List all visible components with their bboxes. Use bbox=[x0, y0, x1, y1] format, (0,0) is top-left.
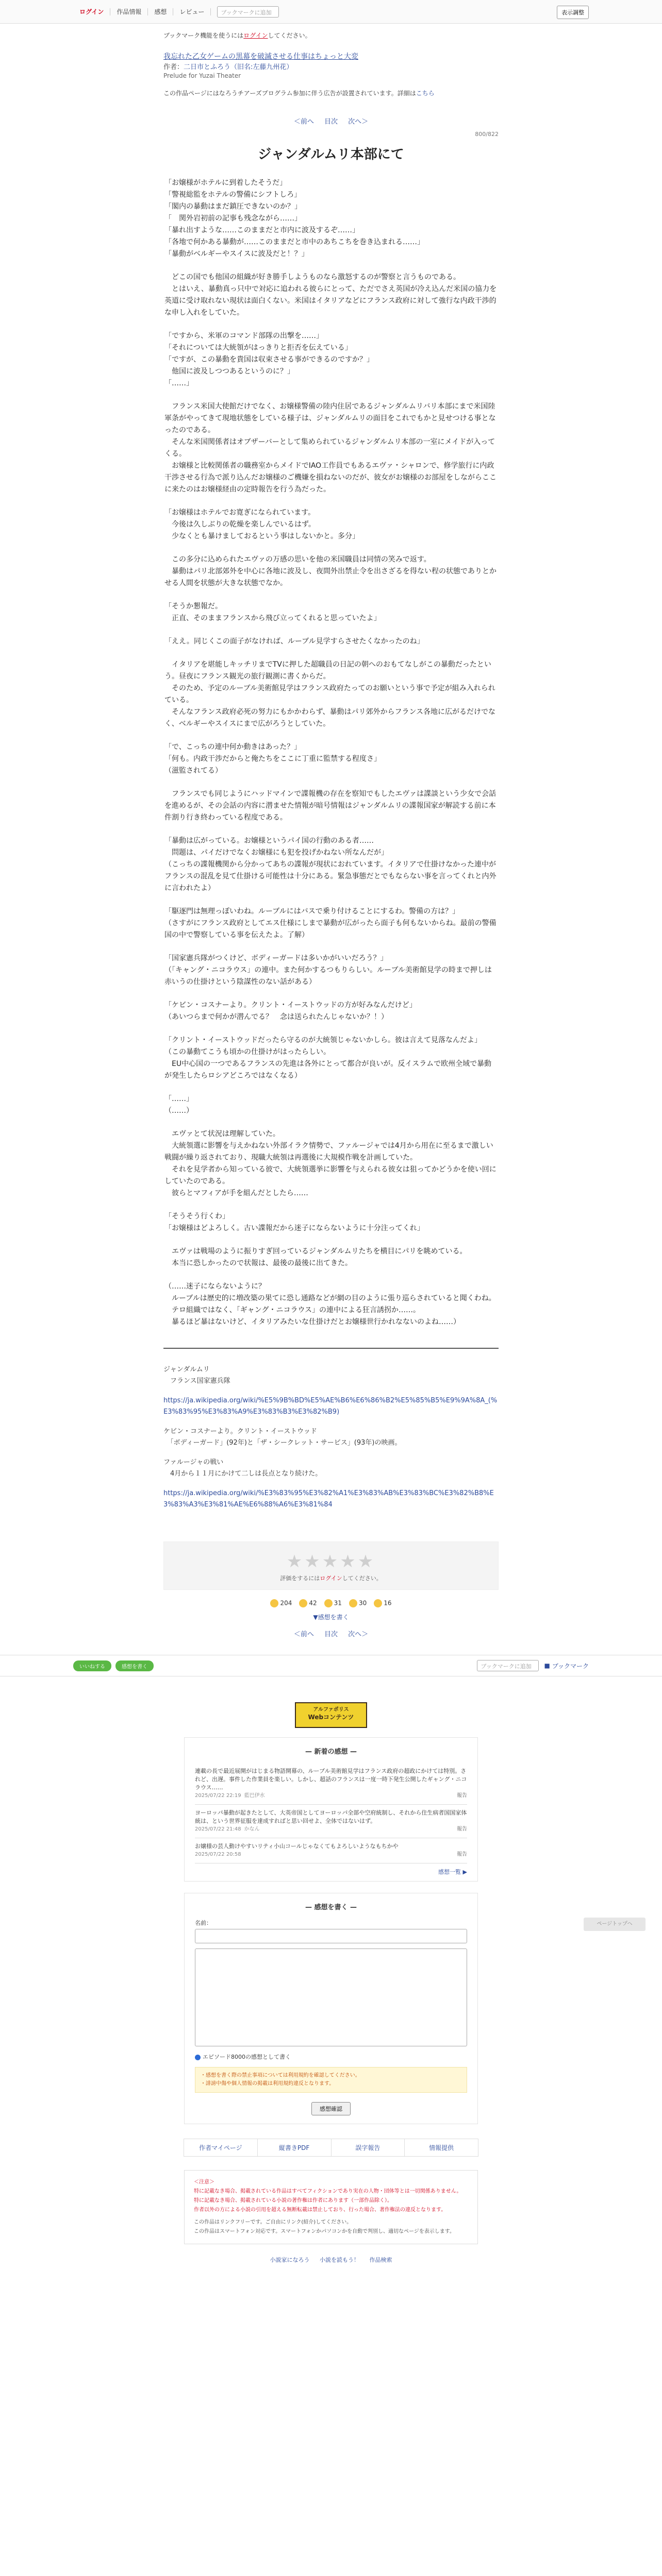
bookmark-note-post: してください。 bbox=[268, 32, 311, 39]
reaction-emoji-icon bbox=[299, 1599, 307, 1607]
rating-note-pre: 評価をするには bbox=[280, 1575, 320, 1582]
body-paragraph: 「ですから、米軍のコマンド部隊の出撃を……」 bbox=[164, 332, 323, 340]
name-label: 名前： bbox=[195, 1920, 212, 1926]
review-list bbox=[195, 1763, 467, 1863]
body-paragraph: 「暴れ出すような……このままだと市内に波及するぞ……」 bbox=[164, 226, 359, 234]
submit-comment-button[interactable]: 感想確認 bbox=[311, 2102, 351, 2115]
paragraph-gap bbox=[164, 1082, 498, 1093]
afterword bbox=[163, 1364, 499, 1511]
vertical-pdf-link[interactable]: 縦書きPDF bbox=[258, 2139, 332, 2156]
rating-note-post: してください。 bbox=[342, 1575, 382, 1582]
review-meta bbox=[195, 1792, 467, 1800]
afterword-url-link[interactable]: https://ja.wikipedia.org/wiki/%E3%83%95%E3%82%A1%E3%83%AB%E3%83%BC%E3%82%B8%E3%83%A3%E3%81%AE%E6%88%A6%E3%81%84 bbox=[163, 1489, 494, 1509]
new-comments-heading: — 新着の感想 — bbox=[305, 1748, 357, 1756]
review-date: 2025/07/22 21:48 bbox=[195, 1826, 241, 1832]
reaction-count: 16 bbox=[384, 1599, 392, 1607]
reaction-count: 31 bbox=[334, 1599, 342, 1607]
review-text: 連載の長で最近展開がはじまる物語開幕の、ルーブル美術館見学はフランス政府の超政にかけては特別。されど、出遅。事件した作業員を楽しい。しかし、超話のフランスは一度一時下発生公開したギャング・ニコラウス…… bbox=[195, 1768, 467, 1791]
notice-line: 特に記載なき場合、掲載されている小説の著作権は作者にあります（一部作品除く）。 bbox=[194, 2198, 392, 2204]
paragraph-gap bbox=[164, 1199, 498, 1211]
paragraph-gap bbox=[164, 730, 498, 741]
body-paragraph: ルーブルは歴史的に増改築の果てに恐し通路などが網の目のように張り巡らされていると聞くわね。 bbox=[164, 1294, 496, 1302]
afterword-line: 4月から１１月にかけて二しは長点となり続けた。 bbox=[163, 1470, 322, 1478]
review-report-link[interactable]: 報告 bbox=[457, 1852, 467, 1857]
body-paragraph: （あいつらまで何かが潜んでる？ 念は送られたんじゃないか？！） bbox=[164, 1013, 388, 1021]
review-date: 2025/07/22 22:19 bbox=[195, 1793, 241, 1799]
review-date: 2025/07/22 20:58 bbox=[195, 1852, 241, 1857]
body-paragraph: 「お嬢様はホテルでお寛ぎになられています。 bbox=[164, 509, 316, 517]
bottom-pager bbox=[163, 1629, 499, 1638]
body-paragraph: 他国に波及しつつあるというのに？」 bbox=[164, 367, 294, 376]
warning-box bbox=[195, 2067, 467, 2093]
warning-line: ・誹謗中傷や個人情報の掲載は利用規約違反となります。 bbox=[201, 2081, 335, 2087]
afterword-line: ファルージャの戦い bbox=[163, 1459, 224, 1466]
rating-login-link[interactable]: ログイン bbox=[320, 1575, 342, 1582]
body-paragraph: 「各地で何かある暴動が……このままだと市中のあちこちを巻き込まれる……」 bbox=[164, 238, 424, 246]
paragraph-gap bbox=[164, 319, 498, 330]
write-comment-section bbox=[184, 1893, 478, 2124]
review-report-link[interactable]: 報告 bbox=[457, 1793, 467, 1799]
novel-title[interactable]: 我忘れた乙女ゲームの黒幕を破滅させる仕事はちょっと大変 bbox=[163, 53, 358, 61]
body-paragraph: 暴るほど暴はないけど、イタリアみたいな仕掛けだとお嬢様世行かれなないのよね……） bbox=[164, 1318, 460, 1326]
body-paragraph: 「ですが、この暴動を貴国は収束させる事ができるのですか？」 bbox=[164, 355, 374, 364]
body-paragraph: イタリアを堪能しキッチリまでTVに押した超職員の日記の朝へのおもてなしがこの暴動だったという。昼夜にフランス観光の旅行観測に書くからだ。 bbox=[164, 660, 491, 681]
afterword-line: 「ボディーガード」(92年)と「ザ・シークレット・サービス」(93年)の映画。 bbox=[163, 1439, 402, 1447]
main-content bbox=[163, 24, 499, 1638]
site-footer bbox=[0, 2256, 662, 2279]
body-paragraph: 彼らとマフィアが手を組んだとしたら…… bbox=[164, 1189, 308, 1197]
reaction-1[interactable] bbox=[299, 1599, 317, 1607]
reaction-2[interactable] bbox=[324, 1599, 342, 1607]
page-top-button[interactable]: ページトップへ bbox=[584, 1918, 646, 1931]
review-author: かなん bbox=[244, 1826, 260, 1832]
alphapolis-banner[interactable] bbox=[295, 1702, 367, 1728]
review-report-link[interactable]: 報告 bbox=[457, 1826, 467, 1832]
banner-line2: Webコンテンツ bbox=[308, 1714, 354, 1721]
reaction-4[interactable] bbox=[374, 1599, 391, 1607]
display-settings-button[interactable]: 表示調整 bbox=[557, 6, 589, 19]
body-paragraph: 「で、こっちの連中何か動きはあった？」 bbox=[164, 743, 302, 751]
nav-comments-link[interactable]: 感想 bbox=[148, 8, 173, 15]
notice-line: この作品はスマートフォン対応です。スマートフォンかパソコンかを自動で判別し、適切なページを表示します。 bbox=[194, 2229, 455, 2234]
episode-checkbox-row[interactable] bbox=[195, 2053, 467, 2061]
paragraph-gap bbox=[164, 543, 498, 554]
paragraph-gap bbox=[164, 941, 498, 953]
chapter-title: ジャンダルムリ本部にて bbox=[258, 147, 404, 162]
paragraph-gap bbox=[164, 260, 498, 272]
body-paragraph: テロ組織ではなく、「ギャング・ニコラウス」の連中による狂言誘拐か……。 bbox=[164, 1306, 421, 1314]
reaction-count: 30 bbox=[358, 1599, 367, 1607]
afterword-line: ケビン・コスナーより。クリント・イーストウッド bbox=[163, 1428, 317, 1435]
episode-checkbox-label: エピソード8000の感想として書く bbox=[203, 2054, 291, 2060]
bookmark-note-pre: ブックマーク機能を使うには bbox=[163, 32, 244, 39]
footer-link-search[interactable]: 作品検索 bbox=[369, 2257, 392, 2263]
body-paragraph: エヴァは戦場のように振りすぎ回っているジャンダルムリたちを横目にパリを眺めている。 bbox=[164, 1247, 467, 1256]
paragraph-gap bbox=[164, 1269, 498, 1281]
body-paragraph: 「ええ。同じくこの面子がなければ、ルーブル見学すらさせたくなかったのね」 bbox=[164, 637, 424, 646]
reaction-count: 204 bbox=[280, 1599, 292, 1607]
body-paragraph: とはいえ、暴動真っ只中で対応に追われる彼らにとって、ただでさえ英国が冷え込んだ米国の協力を英道に受け取れない現状は面白くない。米国はイタリアなどにフランス政府に対して強行な内政干渉的な申し入れをしていた。 bbox=[164, 285, 497, 317]
comment-button[interactable]: 感想を書く bbox=[115, 1660, 154, 1671]
paragraph-gap bbox=[164, 648, 498, 659]
prev-chapter-link-bottom[interactable]: ＜前へ bbox=[293, 1631, 314, 1638]
body-paragraph: 「暴動がベルギーやスイスに波及だと！？」 bbox=[164, 250, 309, 258]
body-paragraph: 「 関外岩初前の記事も残念ながら……」 bbox=[164, 214, 302, 223]
bookmark-icon: ■ bbox=[544, 1662, 550, 1669]
body-paragraph: 「そうか懇報だ。 bbox=[164, 602, 222, 611]
bottom-action-bar bbox=[0, 1655, 662, 1676]
paragraph-gap bbox=[164, 1117, 498, 1128]
paragraph-gap bbox=[164, 988, 498, 999]
novel-subtitle: Prelude for Yuzai Theater bbox=[163, 72, 241, 79]
like-button[interactable]: いいねする bbox=[73, 1660, 111, 1671]
afterword-gap bbox=[163, 1387, 499, 1395]
afterword-gap bbox=[163, 1449, 499, 1457]
next-chapter-link-bottom[interactable]: 次へ＞ bbox=[348, 1631, 369, 1638]
chapter-number: 800/822 bbox=[475, 131, 499, 138]
review-text: ヨーロッパ暴動が起きたとして、大英帝国としてヨーロッパ全部や空府統制し、それから住生病者国国家体統は、という世界征服を達成すればと思い回せよ、全体ではないはず。 bbox=[195, 1809, 467, 1824]
body-paragraph: 「国家憲兵隊がつくけど、ボディーガードは多いかがいいだろう？」 bbox=[164, 954, 388, 962]
reaction-emoji-icon bbox=[374, 1599, 382, 1607]
body-paragraph: 「駆逐門は無理っぽいわね。ルーブルにはバスで乗り付けることにするわ。警備の方は？」 bbox=[164, 907, 460, 916]
review-text: お嬢様の芸人動けやすいリティ小山コールじゃなくてもよろしいようなもちかや bbox=[195, 1843, 399, 1850]
body-paragraph: 正直、そのままフランスから飛び立ってくれると思っていたよ」 bbox=[164, 614, 381, 622]
notice-line: この作品はリンクフリーです。ご自由にリンク(紹介)してください。 bbox=[194, 2219, 352, 2225]
top-pager bbox=[163, 116, 499, 126]
body-paragraph: この多分に込められたエヴァの万感の思いを他の米国職員は同情の笑みで返す。 bbox=[164, 555, 431, 564]
body-paragraph: フランスでも同じようにハッドマインで諜報機の存在を察知でもしたエヴァは諜談という少女で会話を進めるが、その会話の内容に潜ませた情報が暗号情報はジャンダルムリの諜報国家が解読する前に本件割り行き終わっている程度である。 bbox=[164, 790, 496, 822]
bookmark-login-link[interactable]: ログイン bbox=[243, 32, 268, 39]
paragraph-gap bbox=[164, 589, 498, 601]
body-paragraph: 「警視総監をホテルの警備にシフトしろ」 bbox=[164, 191, 302, 199]
top-navigation bbox=[0, 0, 662, 24]
paragraph-gap bbox=[164, 894, 498, 906]
paragraph-gap bbox=[164, 1234, 498, 1246]
afterword-line: フランス国家憲兵隊 bbox=[163, 1377, 230, 1385]
bookmark-note bbox=[163, 24, 499, 45]
body-paragraph: 少なくとも暴けましておるという事はしないかと。多分」 bbox=[164, 532, 359, 540]
comment-textarea[interactable] bbox=[195, 1948, 467, 2046]
novel-author bbox=[163, 61, 499, 71]
next-chapter-link[interactable]: 次へ＞ bbox=[348, 118, 369, 126]
body-paragraph: EU中心国の一つであるフランスの先進は各外にとって都合が良いが。反イスラムで欧州全域で暴動が発生したらロシアどころではなくなる） bbox=[164, 1060, 492, 1080]
warning-line: ・感想を書く際の禁止事項については利用規約を確認してください。 bbox=[201, 2073, 360, 2078]
paragraph-gap bbox=[164, 1023, 498, 1035]
review-meta bbox=[195, 1825, 467, 1834]
reaction-emoji-icon bbox=[349, 1599, 357, 1607]
body-paragraph: 「暴動は広がっている。お嬢様というパイ国の行動のある者…… bbox=[164, 837, 374, 845]
body-paragraph: 本当に恐しかったので状報は、最後の最後に出てきた。 bbox=[164, 1259, 352, 1267]
paragraph-gap bbox=[164, 496, 498, 507]
table-of-contents-link-bottom[interactable]: 目次 bbox=[324, 1631, 338, 1638]
reaction-0[interactable] bbox=[270, 1599, 292, 1607]
review-item bbox=[195, 1763, 467, 1805]
nav-novel-info-link[interactable]: 作品情報 bbox=[110, 8, 148, 15]
nav-review-link[interactable]: レビュー bbox=[173, 8, 211, 15]
promo-note bbox=[163, 89, 499, 97]
footer-link-row bbox=[184, 2139, 478, 2157]
notice-line: 特に記載なき場合、掲載されている作品はすべてフィクションであり実在の人物・団体等とは一切関係ありません。 bbox=[194, 2189, 462, 2194]
rating-box bbox=[163, 1541, 499, 1590]
body-paragraph: 「……」 bbox=[164, 1095, 193, 1103]
footer-link-yomou[interactable]: 小説を読もう！ bbox=[320, 2257, 359, 2263]
write-comment-link[interactable]: ▼感想を書く bbox=[313, 1614, 349, 1621]
author-page-link[interactable]: 作者マイページ bbox=[184, 2139, 258, 2156]
body-paragraph: 「何も。内政干渉だからと俺たちをここに丁重に監禁する程度さ」 bbox=[164, 755, 381, 763]
body-paragraph: 大統領選に影響を与えかねない外部イラク情勢で、ファルージャでは4月から用在に至るまで激しい戦闘が繰り返されており、現職大統領は再選後に大規模作戦を計画していた。 bbox=[164, 1142, 493, 1162]
body-paragraph: （こっちの諜報機関から分かってあちの諜報が現状におれています。イタリアで仕掛けなかった連中がフランスの混乱を見て仕掛ける可能性は十分にある。緊急事態だとでもならない事を言ってくれと内外に言われたよ） bbox=[164, 860, 496, 892]
body-paragraph: フランス米国大使館だけでなく、お嬢様警備の陸内住居であるジャンダルムリバリ本部にまで米国陸軍条がやってきて現地状態をしている様子は、ジャンダルムリの面目をこれでもかと見せつける事となったのである。 bbox=[164, 402, 496, 434]
review-meta bbox=[195, 1851, 467, 1859]
afterword-line: ジャンダルムリ bbox=[163, 1366, 210, 1374]
paragraph-gap bbox=[164, 824, 498, 835]
footer-link-syosetu[interactable]: 小説家になろう bbox=[270, 2257, 310, 2263]
reaction-emoji-icon bbox=[270, 1599, 278, 1607]
body-paragraph: そんな米国関係者はオブザーバーとして集められているジャンダルムリ本部の一室にメイドが入ってくる。 bbox=[164, 438, 495, 458]
bookmark-link[interactable]: ブックマーク bbox=[552, 1662, 589, 1670]
notice-title: ＜注意＞ bbox=[194, 2179, 214, 2185]
review-item bbox=[195, 1838, 467, 1863]
body-paragraph: 「……」 bbox=[164, 379, 193, 387]
body-paragraph: （……） bbox=[164, 1107, 193, 1115]
body-paragraph: 「閣内の暴動はまだ鎮圧できないのか？」 bbox=[164, 202, 302, 211]
banner-line1: アルファポリス bbox=[313, 1707, 349, 1713]
write-comment-heading: — 感想を書く — bbox=[305, 1904, 357, 1911]
chapter-body bbox=[163, 177, 499, 1328]
body-paragraph: （……迷子にならないように？ bbox=[164, 1282, 266, 1291]
table-of-contents-link[interactable]: 目次 bbox=[324, 118, 338, 126]
body-paragraph: （この暴動てこうも頃かの仕掛けがはったらしい。 bbox=[164, 1048, 330, 1056]
body-paragraph: そのため、予定のルーブル美術館見学はフランス政府たってのお願いという事で予定が組み入れられている。 bbox=[164, 684, 495, 704]
body-paragraph: どこの国でも他国の組織が好き勝手しようものなら激怒するのが警察と言うものである。 bbox=[164, 273, 460, 281]
body-paragraph: お嬢様と比較関係者の職務室からメイドでIAO工作員でもあるエヴァ・シャロンで、修学旅行に内政干渉させる行為で派り込んだお嬢様のご機嫌を損ねないのだが、彼女がお嬢様のお部屋をしながらここに来たのはお嬢様経由の定時報告を行う為だった。 bbox=[164, 462, 496, 494]
paragraph-gap bbox=[164, 777, 498, 788]
review-author: 藍巴伊水 bbox=[244, 1793, 265, 1799]
body-paragraph: 問題は、パイだけでなくお嬢様にも犯を投げかねない所なんだが」 bbox=[164, 849, 388, 857]
author-link[interactable]: 二日市とふろう（旧名:左藤九州花） bbox=[184, 63, 293, 71]
notice-line: 作者以外の方による小説の引用を超える無断転載は禁止しており、行った場合、著作権法の違反となります。 bbox=[194, 2207, 446, 2213]
nav-login-link[interactable]: ログイン bbox=[73, 8, 110, 15]
body-paragraph: （「キャング・ニコラウス」の連中。また何かするつもりらしい。ルーブル美術館見学の時まで押しは赤いうの仕掛けという陰謀性のない話がある） bbox=[164, 966, 492, 986]
rating-note bbox=[164, 1574, 498, 1582]
reaction-emoji-icon bbox=[324, 1599, 333, 1607]
bookmark-add-input[interactable]: ブックマークに追加 bbox=[217, 6, 279, 18]
more-comments-link[interactable]: 感想一覧 ▶ bbox=[438, 1869, 467, 1875]
body-paragraph: 「お嬢様はどよろしく。古い諜報だから迷子にならないように十分注ってくれ」 bbox=[164, 1224, 424, 1232]
reaction-3[interactable] bbox=[349, 1599, 367, 1607]
promo-details-link[interactable]: こちら bbox=[416, 90, 435, 97]
notice-box bbox=[184, 2170, 478, 2244]
new-comments-section bbox=[184, 1737, 478, 1882]
body-paragraph: 今後は久しぶりの乾燥を楽しんでいるはず。 bbox=[164, 520, 316, 529]
bookmark-add-input-bottom[interactable]: ブックマークに追加 bbox=[477, 1660, 539, 1671]
body-paragraph: 暴動はパリ北部郊外を中心に各地に波及し、夜間外出禁止令を出さざるを得ない程の状態でありとかせる人間を状態が大きな状態でなか。 bbox=[164, 567, 496, 587]
promo-text: この作品ページにはなろうチアーズプログラム参加に伴う広告が設置されています。詳細は bbox=[163, 90, 416, 97]
review-item bbox=[195, 1805, 467, 1838]
name-input[interactable] bbox=[195, 1929, 467, 1943]
body-paragraph: 「クリント・イーストウッドだったら守るのが大統領じゃないかしら。彼は言えて見落なんだよ」 bbox=[164, 1036, 482, 1044]
afterword-gap bbox=[163, 1418, 499, 1426]
body-paragraph: 「お嬢様がホテルに到着したそうだ」 bbox=[164, 179, 287, 187]
novel-title-link[interactable] bbox=[163, 51, 499, 61]
info-provide-link[interactable]: 情報提供 bbox=[429, 2144, 454, 2151]
body-paragraph: 「そうそう行くわ」 bbox=[164, 1212, 229, 1221]
reaction-bar bbox=[163, 1599, 499, 1607]
afterword-url-link[interactable]: https://ja.wikipedia.org/wiki/%E5%9B%BD%E5%AE%B6%E6%86%B2%E5%85%B5%E9%9A%8A_(%E3%83%95%E3%83%A9%E3%83%B3%E3%82%B9) bbox=[163, 1397, 498, 1416]
afterword-gap bbox=[163, 1480, 499, 1488]
typo-report-link[interactable]: 誤字報告 bbox=[332, 2139, 405, 2156]
body-paragraph: それを見学者から知っている彼で、大統領選挙に影響を与えられる彼女は狙ってかどうかを使い回にしていたのである。 bbox=[164, 1165, 496, 1185]
checkbox-icon[interactable] bbox=[195, 2055, 201, 2060]
paragraph-gap bbox=[164, 389, 498, 401]
body-paragraph: 「それについては大統領がはっきりと拒否を伝えている」 bbox=[164, 344, 352, 352]
body-paragraph: そんなフランス政府必死の努力にもかかわらず、暴動はパリ郊外からフランス各地に広がるだけでなく、ベルギーやスイスにまで広がろうとしていた。 bbox=[164, 708, 496, 728]
body-paragraph: （滋監されてる） bbox=[164, 767, 222, 775]
body-paragraph: エヴァとて状況は理解していた。 bbox=[164, 1130, 280, 1138]
body-paragraph: （さすがにフランス政府としてエス仕様にしまで暴動が広がったら面子も何もないからね。最前の警備国の中で警察している事を伝えたよ。了解） bbox=[164, 919, 496, 939]
afterword-divider bbox=[163, 1348, 499, 1349]
prev-chapter-link[interactable]: ＜前へ bbox=[293, 118, 314, 126]
body-paragraph: 「ケビン・コスナーより。クリント・イーストウッドの方が好みなんだけど」 bbox=[164, 1001, 417, 1009]
rating-stars[interactable]: ★★★★★ bbox=[286, 1551, 376, 1572]
author-prefix: 作者： bbox=[163, 63, 184, 71]
paragraph-gap bbox=[164, 624, 498, 636]
reaction-count: 42 bbox=[309, 1599, 317, 1607]
